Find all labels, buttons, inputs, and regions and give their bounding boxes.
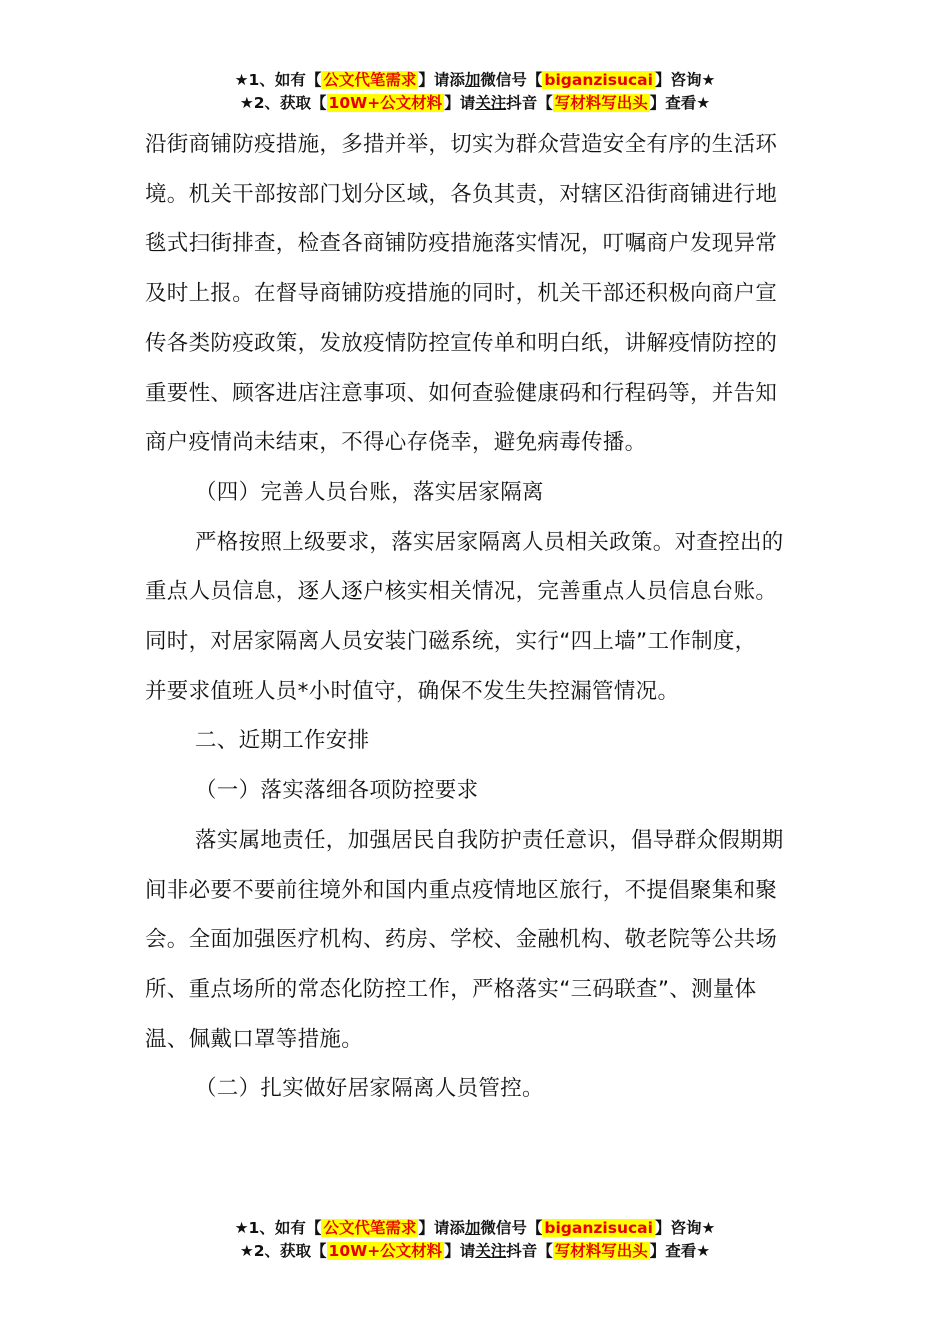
body-line: 温、佩戴口罩等措施。 xyxy=(145,1026,364,1052)
body-line: 重要性、顾客进店注意事项、如何查验健康码和行程码等，并告知 xyxy=(145,380,778,406)
banner-text: ★2、获取【 xyxy=(239,94,327,112)
banner-text: 】查看★ xyxy=(649,1242,711,1260)
body-line: 境。机关干部按部门划分区域，各负其责，对辖区沿街商铺进行地 xyxy=(145,181,778,207)
body-line: 间非必要不要前往境外和国内重点疫情地区旅行，不提倡聚集和聚 xyxy=(145,877,778,903)
body-line: 会。全面加强医疗机构、药房、学校、金融机构、敬老院等公共场 xyxy=(145,927,778,953)
body-line: 重点人员信息，逐人逐户核实相关情况，完善重点人员信息台账。 xyxy=(145,579,778,605)
body-line: 毯式扫街排查，检查各商铺防疫措施落实情况，叮嘱商户发现异常 xyxy=(145,231,778,257)
body-line: 商户疫情尚未结束，不得心存侥幸，避免病毒传播。 xyxy=(145,430,647,456)
banner-text: ★1、如有【 xyxy=(234,1219,322,1237)
banner-highlight: 公文代笔需求 xyxy=(323,71,417,89)
section-heading: （二）扎实做好居家隔离人员管控。 xyxy=(195,1076,544,1102)
section-heading: （四）完善人员台账，落实居家隔离 xyxy=(195,479,544,505)
banner-text: 】请添 xyxy=(418,1219,465,1237)
body-line: 并要求值班人员*小时值守，确保不发生失控漏管情况。 xyxy=(145,678,680,704)
banner-text: 】查看★ xyxy=(649,94,711,112)
banner-highlight: 公文代笔需求 xyxy=(323,1219,417,1237)
body-line: 落实属地责任，加强居民自我防护责任意识，倡导群众假期期 xyxy=(195,827,784,853)
banner-text: 抖音【 xyxy=(506,1242,553,1260)
banner-text: 】请添 xyxy=(418,71,465,89)
banner-highlight: biganzisucai xyxy=(544,71,653,89)
banner-highlight: 10W+公文材料 xyxy=(328,94,443,112)
body-line: 严格按照上级要求，落实居家隔离人员相关政策。对查控出的 xyxy=(195,529,784,555)
banner-text: 微信号【 xyxy=(480,1219,543,1237)
banner-underlined: 加 xyxy=(464,1219,481,1237)
banner-highlight: 10W+公文材料 xyxy=(328,1242,443,1260)
body-line: 所、重点场所的常态化防控工作，严格落实“三码联查”、测量体 xyxy=(145,976,757,1002)
banner-underlined: 加 xyxy=(464,71,481,89)
header-banner xyxy=(0,69,950,115)
banner-line-1 xyxy=(0,69,950,92)
banner-text: 微信号【 xyxy=(480,71,543,89)
banner-text: ★1、如有【 xyxy=(234,71,322,89)
body-line: 传各类防疫政策，发放疫情防控宣传单和明白纸，讲解疫情防控的 xyxy=(145,330,778,356)
banner-highlight: biganzisucai xyxy=(544,1219,653,1237)
banner-underlined: 关注 xyxy=(475,1242,507,1260)
banner-text: 】请 xyxy=(444,94,476,112)
body-line: 沿街商铺防疫措施，多措并举，切实为群众营造安全有序的生活环 xyxy=(145,132,778,157)
banner-text: 抖音【 xyxy=(506,94,553,112)
banner-text: 】请 xyxy=(444,1242,476,1260)
section-heading: 二、近期工作安排 xyxy=(195,728,370,754)
section-heading: （一）落实落细各项防控要求 xyxy=(195,778,479,804)
banner-text: ★2、获取【 xyxy=(239,1242,327,1260)
body-line: 及时上报。在督导商铺防疫措施的同时，机关干部还积极向商户宣 xyxy=(145,281,778,307)
body-line: 同时，对居家隔离人员安装门磁系统，实行“四上墙”工作制度， xyxy=(145,629,757,655)
document-body xyxy=(145,120,805,1114)
footer-banner xyxy=(0,1217,950,1263)
banner-highlight: 写材料写出头 xyxy=(554,94,648,112)
banner-text: 】咨询★ xyxy=(654,1219,716,1237)
banner-text: 】咨询★ xyxy=(654,71,716,89)
banner-line-1 xyxy=(0,1217,950,1240)
banner-highlight: 写材料写出头 xyxy=(554,1242,648,1260)
banner-line-2 xyxy=(0,1240,950,1263)
banner-line-2 xyxy=(0,92,950,115)
banner-underlined: 关注 xyxy=(475,94,507,112)
